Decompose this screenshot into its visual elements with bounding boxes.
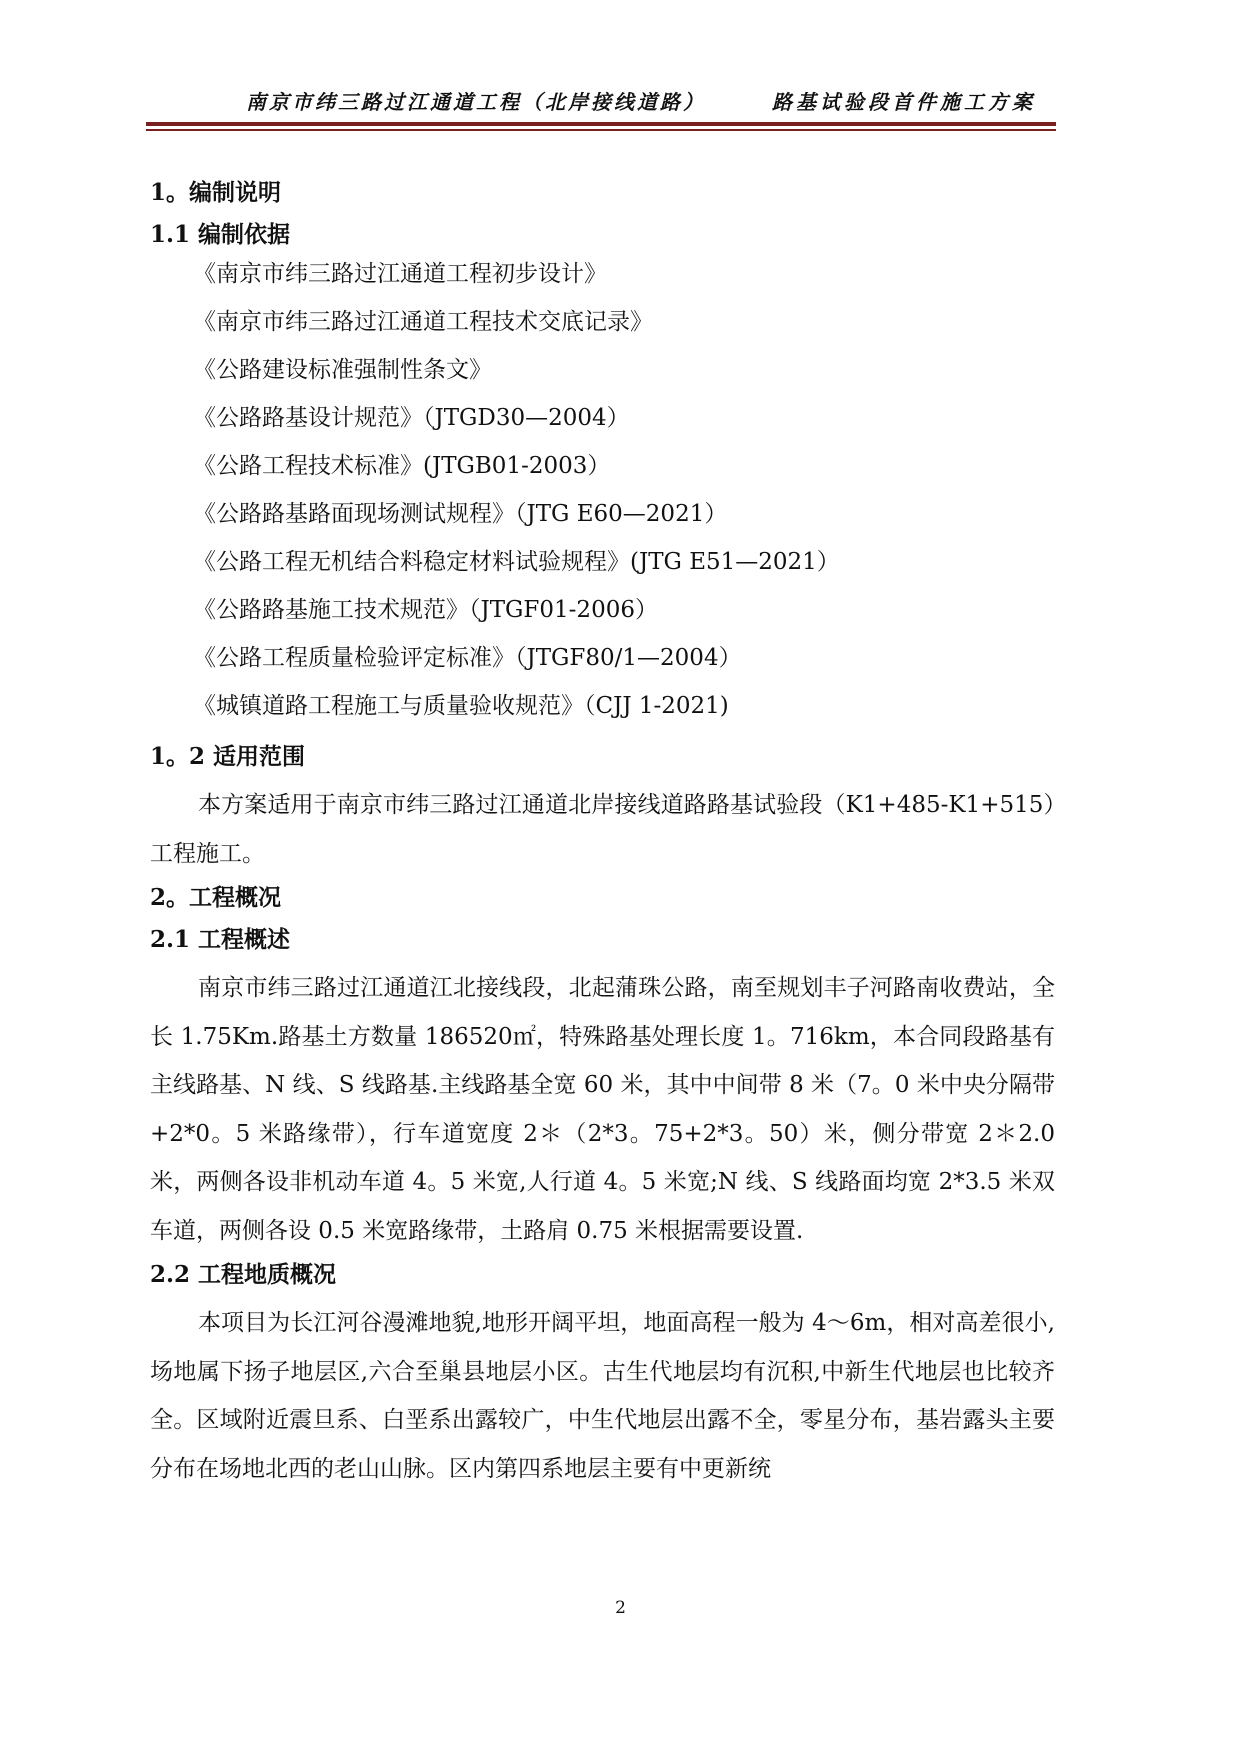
reference-item: 《南京市纬三路过江通道工程初步设计》	[193, 261, 607, 287]
reference-item: 《公路路基设计规范》（JTGD30—2004）	[193, 405, 630, 431]
reference-item: 《公路建设标准强制性条文》	[193, 357, 492, 383]
document-body	[150, 175, 1055, 1495]
header-document-title: 路基试验段首件施工方案	[772, 90, 1036, 114]
reference-item: 《公路路基路面现场测试规程》（JTG E60—2021）	[193, 501, 728, 527]
page-header	[146, 86, 1056, 118]
section-heading-1-1: 1.1 编制依据	[150, 221, 291, 248]
paragraph-project-overview: 南京市纬三路过江通道江北接线段，北起蒲珠公路，南至规划丰子河路南收费站，全长 1.75Km.路基土方数量 186520㎡，特殊路基处理长度 1。716km，本合同段路基有主线路基、N 线、S 线路基.主线路基全宽 60 米，其中中间带 8 米（7。0 米中央分隔带+2*0。5 米路缘带），行车道宽度 2＊（2*3。75+2*3。50）米，侧分带宽 2＊2.0 米，两侧各设非机动车道 4。5 米宽,人行道 4。5 米宽;N 线、S 线路面均宽 2*3.5 米双车道，两侧各设 0.5 米宽路缘带，土路肩 0.75 米根据需要设置.	[150, 975, 1055, 1244]
paragraph-scope: 本方案适用于南京市纬三路过江通道北岸接线道路路基试验段（K1+485-K1+515）工程施工。	[150, 792, 1055, 867]
section-heading-2-1: 2.1 工程概述	[150, 926, 291, 953]
header-rule-thin	[146, 129, 1056, 131]
section-heading-2: 2。工程概况	[150, 884, 282, 911]
reference-item: 《公路路基施工技术规范》（JTGF01-2006）	[193, 597, 658, 623]
reference-item: 《公路工程无机结合料稳定材料试验规程》(JTG E51—2021）	[193, 549, 840, 575]
reference-item: 《公路工程技术标准》(JTGB01-2003）	[193, 453, 611, 479]
reference-item: 《南京市纬三路过江通道工程技术交底记录》	[193, 309, 653, 335]
page-number: 2	[615, 1598, 626, 1618]
section-heading-1: 1。编制说明	[150, 179, 282, 206]
section-heading-1-2: 1。2 适用范围	[150, 743, 306, 770]
paragraph-geology: 本项目为长江河谷漫滩地貌,地形开阔平坦，地面高程一般为 4～6m，相对高差很小,场地属下扬子地层区,六合至巢县地层小区。古生代地层均有沉积,中新生代地层也比较齐全。区域附近震旦系、白垩系出露较广，中生代地层出露不全，零星分布，基岩露头主要分布在场地北西的老山山脉。区内第四系地层主要有中更新统	[150, 1310, 1055, 1482]
section-heading-2-2: 2.2 工程地质概况	[150, 1261, 337, 1288]
header-rule-thick	[146, 122, 1056, 126]
reference-list	[150, 259, 1055, 721]
header-project-title: 南京市纬三路过江通道工程（北岸接线道路）	[246, 90, 706, 114]
reference-item: 《公路工程质量检验评定标准》（JTGF80/1—2004）	[193, 645, 742, 671]
reference-item: 《城镇道路工程施工与质量验收规范》（CJJ 1-2021)	[193, 693, 729, 719]
